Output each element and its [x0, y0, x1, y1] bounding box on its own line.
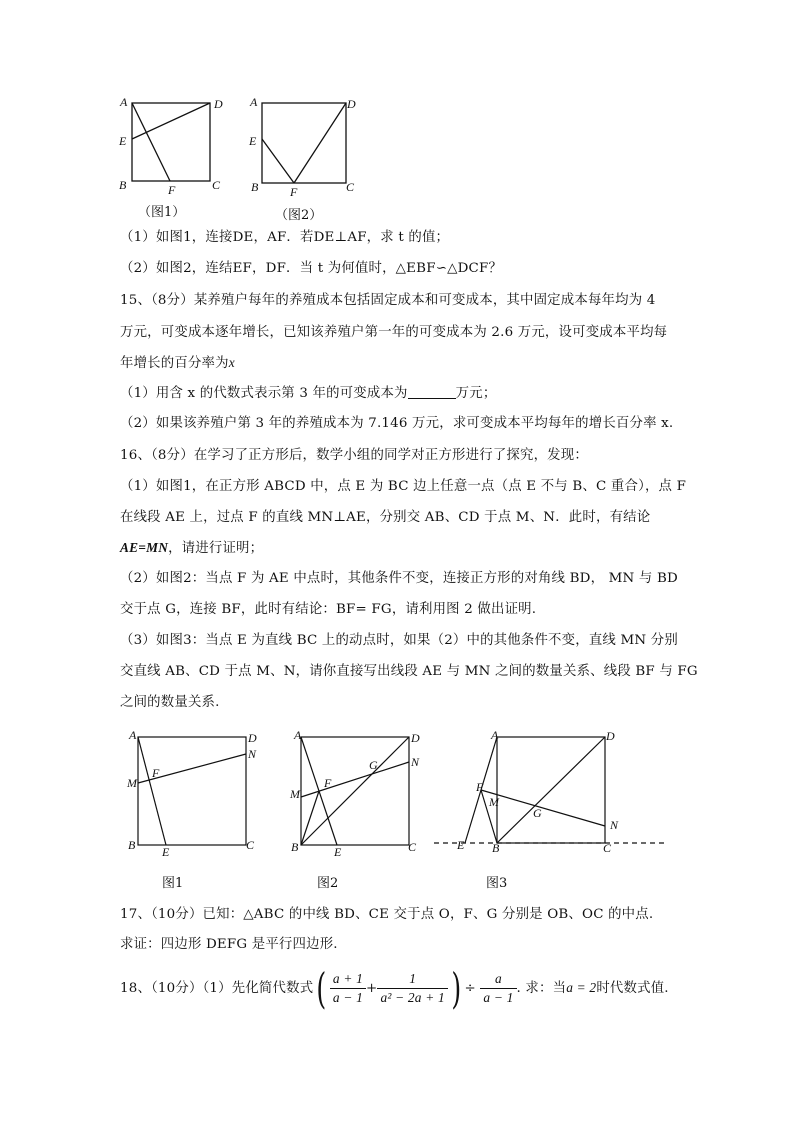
- figure-2-top: [245, 95, 365, 199]
- q16-figure-2-caption: 图2: [317, 876, 339, 891]
- q16-figure-3: [430, 725, 670, 860]
- segment-bf: [301, 791, 319, 845]
- label-f: F: [290, 185, 298, 199]
- fraction-3-numerator: a: [480, 970, 516, 989]
- label-e: E: [249, 134, 257, 148]
- square-abcd: [262, 103, 346, 183]
- q18-line: [120, 963, 669, 1013]
- fraction-3-denominator: a − 1: [483, 990, 514, 1005]
- fraction-2: [377, 970, 447, 1007]
- q15-part1-text: （1）用含 x 的代数式表示第 3 年的可变成本为: [120, 386, 408, 401]
- square-abcd: [132, 103, 210, 181]
- q16-part1-line3: [120, 538, 263, 559]
- figure-2-caption: （图2）: [275, 208, 323, 223]
- fraction-2-denominator: a² − 2a + 1: [380, 990, 445, 1005]
- label-b: B: [119, 178, 127, 192]
- answer-blank[interactable]: [408, 384, 456, 399]
- q17-line1: 17、（10分）已知：△ABC 的中线 BD、CE 交于点 O，F、G 分别是 OB、OC 的中点.: [120, 907, 654, 922]
- segment-ae: [138, 737, 166, 845]
- q16-figure-1-caption: 图1: [162, 876, 184, 891]
- q18-condition: a = 2: [566, 980, 597, 995]
- fraction-1: [330, 970, 366, 1007]
- q16-figure-3-caption: 图3: [486, 876, 508, 891]
- label-g: G: [369, 758, 378, 772]
- label-d: D: [248, 731, 257, 745]
- q16-figure-1: [120, 725, 270, 860]
- q15-line2: 万元，可变成本逐年增长，已知该养殖户第一年的可变成本为 2.6 万元，设可变成本平均每: [120, 325, 668, 340]
- fraction-1-denominator: a − 1: [332, 990, 364, 1005]
- q18-suffix: . 求：当: [516, 981, 567, 996]
- label-b: B: [251, 180, 259, 194]
- q14-part2: （2）如图2，连结EF，DF．当 t 为何值时，△EBF∽△DCF？: [120, 261, 503, 276]
- label-c: C: [603, 841, 612, 855]
- q16-part1-line1: （1）如图1，在正方形 ABCD 中，点 E 为 BC 边上任意一点（点 E 不与 B、C 重合），点 F: [120, 479, 687, 494]
- fraction-2-numerator: 1: [377, 970, 447, 989]
- label-d: D: [214, 97, 223, 111]
- label-b: B: [128, 838, 136, 852]
- q16-intro: 16、（8分）在学习了正方形后，数学小组的同学对正方形进行了探究，发现：: [120, 448, 588, 463]
- label-d: D: [411, 731, 420, 745]
- label-c: C: [246, 838, 255, 852]
- label-m: M: [127, 776, 137, 790]
- q16-part2-line2: 交于点 G，连接 BF，此时有结论：BF= FG，请利用图 2 做出证明.: [120, 602, 537, 617]
- q15-part1-unit: 万元；: [455, 386, 497, 401]
- label-c: C: [346, 180, 355, 194]
- fraction-3: [480, 970, 516, 1007]
- label-e: E: [334, 845, 342, 859]
- label-c: C: [212, 178, 221, 192]
- label-a: A: [250, 95, 258, 109]
- label-m: M: [290, 787, 300, 801]
- label-e: E: [457, 838, 465, 852]
- label-a: A: [294, 728, 302, 742]
- diagonal-bd: [301, 737, 409, 845]
- fraction-1-numerator: a + 1: [330, 970, 366, 989]
- q15-part2: （2）如果该养殖户第 3 年的养殖成本为 7.146 万元，求可变成本平均每年的增长百分率 x.: [120, 416, 674, 431]
- divide-sign: ÷: [464, 981, 476, 996]
- label-f: F: [324, 776, 332, 790]
- q15-line1: 15、（8分）某养殖户每年的养殖成本包括固定成本和可变成本，其中固定成本每年均为 4: [120, 293, 656, 308]
- q15-line3-text: 年增长的百分率为: [120, 356, 229, 371]
- q18-suffix-end: 时代数式值.: [596, 981, 669, 996]
- q15-variable-x: x: [228, 355, 235, 370]
- label-e: E: [162, 845, 170, 859]
- square-abcd: [138, 737, 246, 845]
- figure-1-top: [115, 95, 235, 195]
- label-a: A: [120, 95, 128, 109]
- label-f: F: [168, 183, 176, 197]
- label-n: N: [411, 755, 420, 769]
- segment-af: [132, 103, 170, 181]
- label-n: N: [610, 818, 619, 832]
- label-m: M: [489, 795, 499, 809]
- q16-part1-line2: 在线段 AE 上，过点 F 的直线 MN⊥AE，分别交 AB、CD 于点 M、N．此时，有结论: [120, 510, 651, 525]
- label-b: B: [291, 840, 299, 854]
- label-g: G: [533, 806, 542, 820]
- diagonal-bd: [497, 737, 605, 843]
- q16-part3-line1: （3）如图3：当点 E 为直线 BC 上的动点时，如果（2）中的其他条件不变，直线 MN 分别: [120, 633, 678, 648]
- left-paren: (: [316, 963, 327, 1013]
- segment-df: [294, 103, 346, 183]
- q16-part1-line3-text: ，请进行证明；: [168, 541, 264, 556]
- label-e: E: [119, 134, 127, 148]
- right-paren: ): [451, 963, 462, 1013]
- label-d: D: [347, 97, 356, 111]
- q15-line3: [120, 353, 235, 374]
- label-n: N: [248, 747, 257, 761]
- label-b: B: [492, 841, 500, 855]
- segment-ef: [262, 139, 294, 183]
- q16-part2-line1: （2）如图2：当点 F 为 AE 中点时，其他条件不变，连接正方形的对角线 BD， MN 与 BD: [120, 571, 678, 586]
- q16-figure-2: [285, 725, 435, 860]
- q18-prefix: 18、（10分）（1）先化简代数式: [120, 981, 314, 996]
- label-f: F: [152, 766, 160, 780]
- plus-sign: +: [366, 981, 378, 996]
- figure-1-caption: （图1）: [138, 205, 186, 220]
- segment-mn: [481, 790, 605, 826]
- segment-de: [132, 103, 210, 139]
- label-c: C: [408, 840, 417, 854]
- q16-part3-line2: 交直线 AB、CD 于点 M、N，请你直接写出线段 AE 与 MN 之间的数量关系、线段 BF 与 FG: [120, 664, 698, 679]
- label-f: F: [476, 780, 484, 794]
- q15-part1: [120, 384, 496, 404]
- q16-conclusion: AE=MN: [120, 540, 169, 555]
- label-a: A: [129, 728, 137, 742]
- q14-part1: （1）如图1，连接DE，AF．若DE⊥AF，求 t 的值；: [120, 230, 450, 245]
- q17-line2: 求证：四边形 DEFG 是平行四边形.: [120, 937, 338, 952]
- q16-part3-line3: 之间的数量关系.: [120, 695, 220, 710]
- label-d: D: [606, 729, 615, 743]
- label-a: A: [491, 728, 499, 742]
